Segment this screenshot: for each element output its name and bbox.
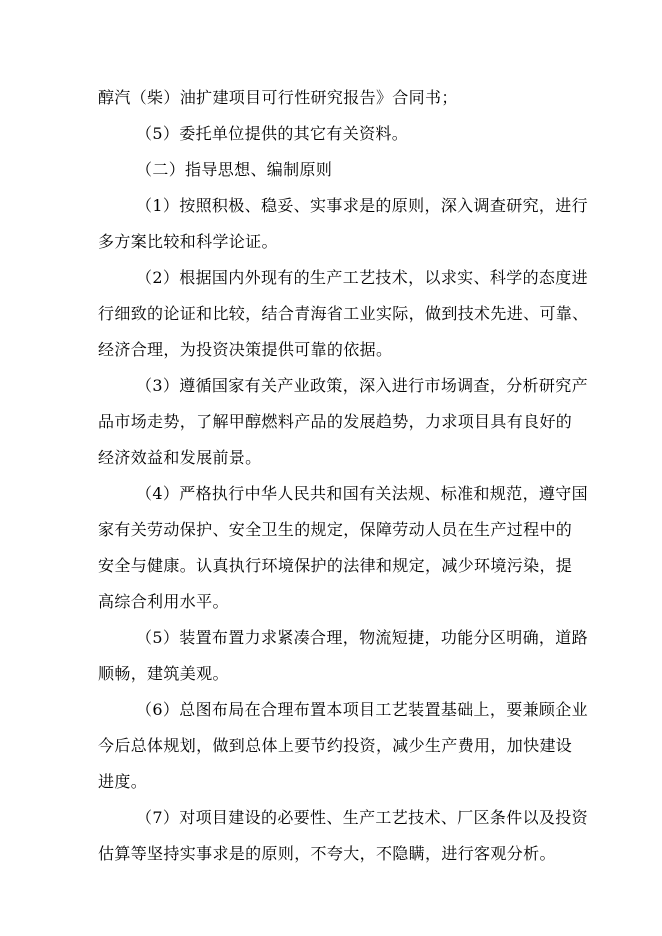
text-line: 醇汽（柴）油扩建项目可行性研究报告》合同书；: [98, 88, 458, 107]
text-line: 顺畅，建筑美观。: [98, 664, 229, 683]
text-line: 经济合理，为投资决策提供可靠的依据。: [98, 340, 393, 359]
text-line: 估算等坚持实事求是的原则，不夸大，不隐瞒，进行客观分析。: [98, 844, 556, 863]
text-line: （二）指导思想、编制原则: [136, 160, 333, 179]
text-line: （7）对项目建设的必要性、生产工艺技术、厂区条件以及投资: [136, 808, 588, 827]
text-line: 今后总体规划，做到总体上要节约投资，减少生产费用，加快建设: [98, 736, 573, 755]
text-line: （6）总图布局在合理布置本项目工艺装置基础上，要兼顾企业: [136, 700, 588, 719]
text-line: 品市场走势，了解甲醇燃料产品的发展趋势，力求项目具有良好的: [98, 412, 573, 431]
text-line: 家有关劳动保护、安全卫生的规定，保障劳动人员在生产过程中的: [98, 520, 573, 539]
text-line: 安全与健康。认真执行环境保护的法律和规定，减少环境污染，提: [98, 556, 573, 575]
text-line: 进度。: [98, 772, 148, 791]
text-line: （5）委托单位提供的其它有关资料。: [136, 124, 409, 143]
text-line: （1）按照积极、稳妥、实事求是的原则，深入调查研究，进行: [136, 196, 588, 215]
text-line: 高综合利用水平。: [98, 592, 229, 611]
text-line: （4）严格执行中华人民共和国有关法规、标准和规范，遵守国: [136, 484, 588, 503]
text-line: （5）装置布置力求紧凑合理，物流短捷，功能分区明确，道路: [136, 628, 588, 647]
text-line: 行细致的论证和比较，结合青海省工业实际，做到技术先进、可靠、: [98, 304, 589, 323]
text-line: 经济效益和发展前景。: [98, 448, 262, 467]
text-line: 多方案比较和科学论证。: [98, 232, 278, 251]
text-line: （2）根据国内外现有的生产工艺技术，以求实、科学的态度进: [136, 268, 588, 287]
text-line: （3）遵循国家有关产业政策，深入进行市场调查，分析研究产: [136, 376, 588, 395]
